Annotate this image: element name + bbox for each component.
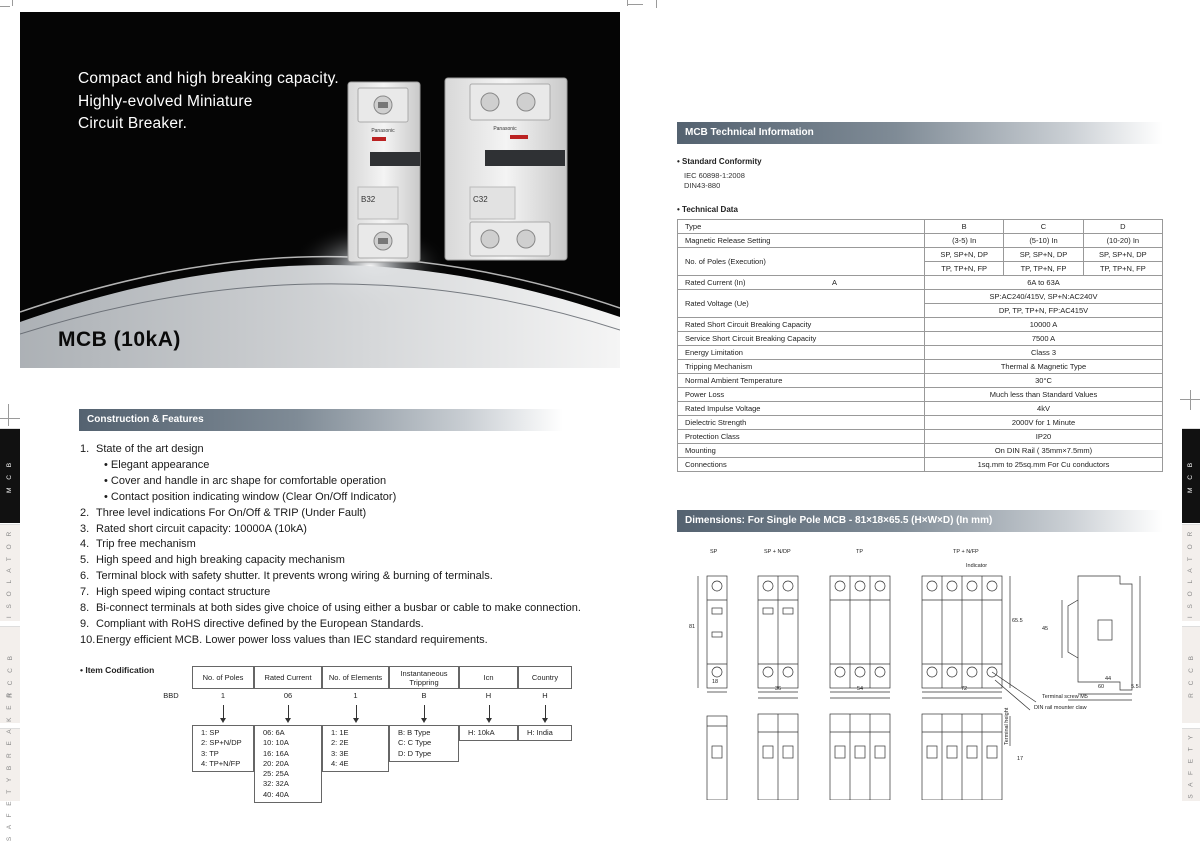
codification-arrow: [545, 705, 546, 718]
feature-item: [80, 553, 581, 569]
table-cell: [1083, 248, 1162, 276]
table-cell: IP20: [925, 430, 1163, 444]
table-cell: [1004, 248, 1083, 276]
row-label: [678, 332, 925, 346]
codification-option: H: India: [527, 728, 553, 737]
features-list: [80, 442, 581, 649]
spn-outline-drawing: [758, 576, 798, 698]
table-cell: 30°C: [925, 374, 1163, 388]
row-label-text: Service Short Circuit Breaking Capacity: [685, 334, 817, 343]
dim-label-sp: SP: [710, 549, 718, 555]
feature-text: • Contact position indicating window (Clear On/Off Indicator): [104, 490, 397, 503]
codification-value: 1: [220, 691, 226, 700]
feature-text: Energy efficient MCB. Lower power loss values than IEC standard requirements.: [96, 633, 488, 646]
feature-number: 10.: [80, 633, 96, 646]
codification-header: No. of Elements: [322, 666, 389, 689]
svg-text:Panasonic: Panasonic: [371, 128, 395, 134]
table-cell: D: [1083, 220, 1162, 234]
arrow-head-icon: [486, 718, 492, 723]
codification-option: 10: 10A: [263, 738, 289, 748]
table-cell: 4kV: [925, 402, 1163, 416]
feature-text: • Elegant appearance: [104, 458, 210, 471]
codification-option: 2: 2E: [331, 738, 349, 748]
codification-header: No. of Poles: [192, 666, 254, 689]
codification-option: B: B Type: [398, 728, 431, 737]
dim-label-d44: 44: [1105, 676, 1112, 682]
technical-data-table: [677, 219, 1163, 472]
codification-value: H: [542, 691, 548, 700]
feature-number: 6.: [80, 570, 90, 583]
codification-option: 16: 16A: [263, 748, 289, 758]
table-row: [678, 346, 1163, 360]
codification-option: C: C Type: [398, 738, 432, 748]
table-row: [678, 290, 1163, 318]
row-label-text: Rated Voltage (Ue): [685, 299, 749, 308]
codification-options: [322, 725, 389, 772]
table-cell: 6A to 63A: [925, 276, 1163, 290]
row-label-text: Energy Limitation: [685, 348, 743, 357]
feature-text: High speed and high breaking capacity mechanism: [96, 554, 345, 567]
tagline-line: Compact and high breaking capacity.: [78, 70, 339, 87]
table-cell: (10-20) In: [1083, 234, 1162, 248]
row-label-text: Protection Class: [685, 432, 740, 441]
side-tab-mcb-right[interactable]: [1182, 428, 1200, 523]
row-label: [678, 458, 925, 472]
row-label-text: No. of Poles (Execution): [685, 257, 766, 266]
side-tab-label: R C C B: [6, 652, 14, 698]
feature-number: 9.: [80, 617, 90, 630]
side-tab-safety-right[interactable]: [1182, 728, 1200, 801]
codification-option: 2: SP+N/DP: [201, 738, 242, 748]
mcb-single-pole-image: [348, 82, 420, 262]
crop-mark: [1190, 390, 1191, 410]
technical-data-label: • Technical Data: [677, 205, 738, 214]
row-unit: A: [831, 278, 837, 287]
arrow-head-icon: [285, 718, 291, 723]
row-label-text: Magnetic Release Setting: [685, 236, 771, 245]
side-tab-isolator[interactable]: [0, 524, 20, 621]
tagline-line: Circuit Breaker.: [78, 115, 188, 132]
table-row: [678, 388, 1163, 402]
table-cell: Class 3: [925, 346, 1163, 360]
codification-option: 20: 20A: [263, 758, 289, 768]
codification-options: [459, 725, 518, 741]
cell-line: SP, SP+N, DP: [925, 248, 1003, 262]
cell-line: SP:AC240/415V, SP+N:AC240V: [925, 290, 1162, 304]
codification-arrow: [356, 705, 357, 718]
table-row: [678, 248, 1163, 276]
codification-option: 32: 32A: [263, 779, 289, 789]
side-tab-label: M C B: [6, 459, 14, 493]
feature-item: [80, 601, 581, 617]
codification-header: Icn: [459, 666, 518, 689]
cell-line: TP, TP+N, FP: [1099, 264, 1146, 273]
codification-option: 4: TP+N/FP: [201, 758, 241, 768]
row-label: [678, 360, 925, 374]
dim-label-spn: SP + N/DP: [764, 549, 791, 555]
dim-label-tp: TP: [856, 549, 864, 555]
dim-label-d55: 5.5: [1131, 684, 1139, 690]
terminal-view-drawings: [707, 714, 1010, 800]
arrow-head-icon: [353, 718, 359, 723]
row-label: [678, 444, 925, 458]
side-tab-label: R C C B: [1187, 652, 1195, 698]
feature-text: Trip free mechanism: [96, 538, 196, 551]
feature-item: [80, 569, 581, 585]
row-label: [678, 388, 925, 402]
cell-line: SP, SP+N, DP: [1084, 248, 1162, 262]
row-label: [678, 318, 925, 332]
feature-number: 2.: [80, 506, 90, 519]
silver-arc: [20, 265, 620, 368]
table-row: [678, 332, 1163, 346]
construction-section-header: Construction & Features: [79, 409, 563, 431]
side-tab-label: I S O L A T O R: [1187, 528, 1195, 618]
table-cell: [925, 248, 1004, 276]
row-label-text: Rated Current (In): [685, 278, 746, 287]
tpn-outline-drawing: [922, 576, 1036, 710]
feature-item: [80, 537, 581, 553]
feature-text: • Cover and handle in arc shape for comfortable operation: [104, 474, 387, 487]
codification-value: H: [485, 691, 492, 700]
table-row: [678, 318, 1163, 332]
codification-arrow: [489, 705, 490, 718]
feature-text: Terminal block with safety shutter. It prevents wrong wiring & burning of terminals.: [96, 570, 493, 583]
crop-mark: [627, 4, 643, 5]
hero-tagline: [78, 68, 339, 136]
feature-item: [80, 522, 581, 538]
row-label: [678, 248, 925, 276]
table-row: [678, 402, 1163, 416]
codification-option: 3: TP: [201, 748, 219, 758]
feature-number: 5.: [80, 554, 90, 567]
crop-mark: [0, 418, 20, 419]
table-cell: (3-5) In: [925, 234, 1004, 248]
side-tab-isolator-right[interactable]: [1182, 524, 1200, 621]
table-cell: Much less than Standard Values: [925, 388, 1163, 402]
row-label-text: Mounting: [685, 446, 716, 455]
codification-header: Country: [518, 666, 572, 689]
codification-option: D: D Type: [398, 748, 432, 758]
dim-label-d45: 45: [1042, 626, 1049, 632]
dim-label-t17: 17: [1017, 756, 1024, 762]
feature-item: [80, 506, 581, 522]
arrow-head-icon: [542, 718, 548, 723]
table-row: [678, 430, 1163, 444]
codification-option: 3: 3E: [331, 748, 349, 758]
codification-arrow: [223, 705, 224, 718]
dim-label-terminal-height: Terminal height: [1004, 707, 1010, 745]
codification-value: 1: [353, 691, 358, 700]
table-row: [678, 416, 1163, 430]
svg-text:Panasonic: Panasonic: [493, 126, 517, 132]
table-cell: 10000 A: [925, 318, 1163, 332]
codification-value: B: [421, 691, 427, 700]
codification-option: 40: 40A: [263, 789, 289, 799]
arrow-head-icon: [421, 718, 427, 723]
dim-label-w72: 72: [961, 686, 968, 692]
table-cell: 1sq.mm to 25sq.mm For Cu conductors: [925, 458, 1163, 472]
feature-text: State of the art design: [96, 443, 204, 455]
hero-banner: [20, 12, 620, 368]
row-label: [678, 234, 925, 248]
side-tab-mcb[interactable]: [0, 428, 20, 523]
row-label-text: Connections: [685, 460, 727, 469]
crop-mark: [627, 0, 628, 6]
feature-text: High speed wiping contact structure: [96, 586, 271, 599]
row-label: [678, 346, 925, 360]
row-label: [678, 290, 925, 318]
table-row: [678, 444, 1163, 458]
dim-label-w18: 18: [712, 679, 719, 685]
svg-text:B32: B32: [361, 195, 376, 204]
codification-header: Instantaneous Trippring: [389, 666, 459, 689]
dim-label-indicator: Indicator: [966, 563, 988, 569]
codification-options: [389, 725, 459, 762]
codification-option: H: 10kA: [468, 728, 495, 737]
feature-text: Three level indications For On/Off & TRIP (Under Fault): [96, 506, 367, 519]
side-view-drawing: [1062, 576, 1140, 700]
tagline-line: Highly-evolved Miniature: [78, 92, 253, 110]
feature-item: [80, 442, 581, 458]
crop-mark: [12, 0, 13, 6]
side-tab-label: M C B: [1187, 459, 1195, 493]
codification-option: 1: SP: [201, 728, 220, 737]
row-label-text: Tripping Mechanism: [685, 362, 753, 371]
side-tab-label: S A F E T Y B R E A K E R: [6, 689, 14, 841]
feature-item: [80, 617, 581, 633]
cell-line: TP, TP+N, FP: [941, 264, 988, 273]
codification-option: 25: 25A: [263, 769, 289, 779]
codification-option: 06: 6A: [263, 728, 285, 737]
arrow-head-icon: [220, 718, 226, 723]
feature-item: [80, 585, 581, 601]
side-tab-safety-breaker[interactable]: [0, 689, 20, 841]
side-tab-rccb-right[interactable]: [1182, 626, 1200, 723]
dim-label-d655: 65.5: [1012, 618, 1023, 624]
dim-label-tpn: TP + N/FP: [953, 549, 979, 555]
hero-art: [20, 12, 620, 368]
crop-mark: [8, 404, 9, 426]
table-row: [678, 374, 1163, 388]
table-row: [678, 360, 1163, 374]
codification-value: 06: [283, 691, 293, 700]
row-label-text: Dielectric Strength: [685, 418, 747, 427]
feature-number: 4.: [80, 538, 90, 551]
tp-outline-drawing: [830, 576, 890, 698]
table-cell: 7500 A: [925, 332, 1163, 346]
cell-line: TP, TP+N, FP: [1020, 264, 1067, 273]
row-label: [678, 416, 925, 430]
row-label-text: Power Loss: [685, 390, 725, 399]
sp-outline-drawing: [698, 576, 727, 692]
row-label-text: Rated Short Circuit Breaking Capacity: [685, 320, 812, 329]
codification-header: Rated Current: [254, 666, 322, 689]
svg-text:C32: C32: [473, 195, 488, 204]
row-label: [678, 402, 925, 416]
standard-conformity-label: • Standard Conformity: [677, 157, 762, 166]
standard-item: DIN43-880: [684, 180, 721, 190]
feature-number: 8.: [80, 602, 90, 615]
dim-label-w36: 36: [775, 686, 782, 692]
tech-section-header: MCB Technical Information: [677, 122, 1163, 144]
codification-arrow: [424, 705, 425, 718]
dimension-drawings: [680, 540, 1180, 800]
table-cell: 2000V for 1 Minute: [925, 416, 1163, 430]
table-cell: On DIN Rail ( 35mm×7.5mm): [925, 444, 1163, 458]
cell-line: SP, SP+N, DP: [1004, 248, 1082, 262]
table-cell: C: [1004, 220, 1083, 234]
codification-prefix: BBD: [163, 691, 179, 700]
row-label-text: Rated Impulse Voltage: [685, 404, 761, 413]
feature-item: [80, 633, 581, 649]
standard-item: IEC 60898-1:2008: [684, 171, 745, 180]
side-tab-label: I S O L A T O R: [6, 528, 14, 618]
codification-label: • Item Codification: [80, 665, 155, 675]
codification-options: [192, 725, 254, 772]
codification-options: [518, 725, 572, 741]
table-cell: (5-10) In: [1004, 234, 1083, 248]
row-label: [678, 374, 925, 388]
table-cell: Type: [678, 220, 925, 234]
row-label: [678, 276, 925, 290]
codification-arrow: [288, 705, 289, 718]
feature-text: Rated short circuit capacity: 10000A (10kA): [96, 522, 307, 535]
feature-number: 1.: [80, 443, 90, 455]
dim-label-h81: 81: [689, 624, 696, 630]
dim-label-w54: 54: [857, 686, 864, 692]
crop-mark: [0, 6, 10, 7]
codification-option: 4: 4E: [331, 758, 349, 768]
feature-number: 3.: [80, 522, 90, 535]
table-row: [678, 220, 1163, 234]
dim-label-terminal-screw: Terminal screw M5: [1042, 694, 1088, 700]
codification-option: 1: 1E: [331, 728, 349, 737]
row-label-text: Normal Ambient Temperature: [685, 376, 783, 385]
table-row: [678, 458, 1163, 472]
page-title: MCB (10kA): [58, 328, 181, 351]
codification-options: [254, 725, 322, 803]
dimensions-section-header: Dimensions: For Single Pole MCB - 81×18×65.5 (H×W×D) (In mm): [677, 510, 1163, 532]
dim-label-d60: 60: [1098, 684, 1105, 690]
table-cell: Thermal & Magnetic Type: [925, 360, 1163, 374]
standard-list: [684, 171, 745, 190]
row-label: [678, 430, 925, 444]
table-cell: [925, 290, 1163, 318]
feature-item: [80, 490, 581, 506]
feature-text: Bi-connect terminals at both sides give choice of using either a busbar or cable to make connection.: [96, 602, 581, 615]
feature-item: [80, 458, 581, 474]
crop-mark: [656, 0, 657, 8]
feature-text: Compliant with RoHS directive defined by the European Standards.: [96, 617, 424, 630]
cell-line: DP, TP, TP+N, FP:AC415V: [998, 306, 1089, 315]
feature-number: 7.: [80, 586, 90, 599]
table-row: [678, 234, 1163, 248]
table-cell: B: [925, 220, 1004, 234]
table-row: [678, 276, 1163, 290]
mcb-double-pole-image: [445, 78, 567, 260]
feature-item: [80, 474, 581, 490]
dim-label-din-claw: DIN rail mounter claw: [1034, 705, 1087, 711]
side-tab-label: S A F E T Y: [1187, 731, 1195, 799]
